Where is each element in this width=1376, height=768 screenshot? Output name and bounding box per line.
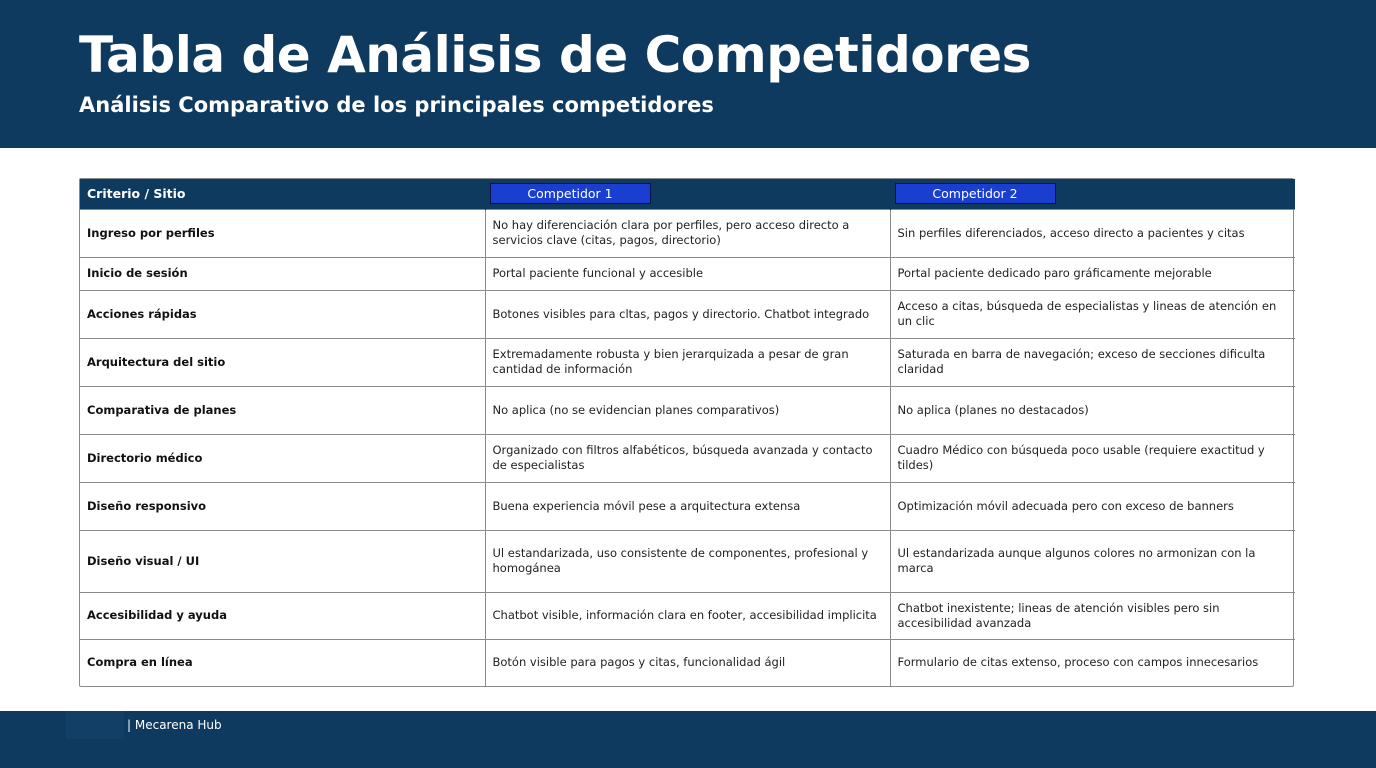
competitor-1-cell: Extremadamente robusta y bien jerarquizada a pesar de gran cantidad de información [485,338,890,386]
competitor-1-cell: Botón visible para pagos y citas, funcionalidad ágil [485,639,890,686]
competitor-2-cell: Ul estandarizada aunque algunos colores no armonizan con la marca [890,530,1295,592]
competitor-1-cell: Ul estandarizada, uso consistente de componentes, profesional y homogánea [485,530,890,592]
competitor-1-cell: Organizado con filtros alfabéticos, búsqueda avanzada y contacto de especialistas [485,434,890,482]
header-banner [0,0,1376,148]
competitor-2-label: Competidor 2 [895,183,1056,204]
criterion-cell: Diseño responsivo [80,482,485,530]
competitor-2-cell: Optimización móvil adecuada pero con exceso de banners [890,482,1295,530]
footer-logo-placeholder [66,711,124,739]
criterion-cell: Diseño visual / UI [80,530,485,592]
competitor-2-cell: Portal paciente dedicado paro gráficamente mejorable [890,257,1295,290]
criterion-cell: Compra en línea [80,639,485,686]
criterion-cell: Directorio médico [80,434,485,482]
criterion-cell: Arquitectura del sitio [80,338,485,386]
footer-brand-text: | Mecarena Hub [127,718,222,732]
competitor-2-cell: Formulario de citas extenso, proceso con campos innecesarios [890,639,1295,686]
table-header-row [80,179,1295,209]
competitor-2-cell: Chatbot inexistente; lineas de atención visibles pero sin accesibilidad avanzada [890,592,1295,639]
criterion-cell: Accesibilidad y ayuda [80,592,485,639]
competitor-2-cell: Sin perfiles diferenciados, acceso directo a pacientes y citas [890,209,1295,257]
table-row [80,257,1295,290]
competitor-table [79,178,1294,687]
competitor-1-cell: Portal paciente funcional y accesible [485,257,890,290]
criterion-cell: Ingreso por perfiles [80,209,485,257]
page-subtitle: Análisis Comparativo de los principales competidores [79,93,714,117]
table-row [80,434,1295,482]
competitor-2-cell: Cuadro Médico con búsqueda poco usable (requiere exactitud y tildes) [890,434,1295,482]
column-header-competitor-2 [890,179,1295,209]
competitor-2-cell: Saturada en barra de navegación; exceso de secciones dificulta claridad [890,338,1295,386]
table-row [80,482,1295,530]
table-row [80,209,1295,257]
table-row [80,386,1295,434]
competitor-1-cell: Buena experiencia móvil pese a arquitectura extensa [485,482,890,530]
footer-bar [0,711,1376,768]
competitor-2-cell: No aplica (planes no destacados) [890,386,1295,434]
column-header-competitor-1 [485,179,890,209]
criterion-cell: Inicio de sesión [80,257,485,290]
criterion-cell: Comparativa de planes [80,386,485,434]
competitor-1-cell: Botones visibles para cltas, pagos y directorio. Chatbot integrado [485,290,890,338]
table-row [80,290,1295,338]
competitor-1-cell: No aplica (no se evidencian planes comparativos) [485,386,890,434]
table-row [80,530,1295,592]
competitor-1-cell: No hay diferenciación clara por perfiles, pero acceso directo a servicios clave (citas, pagos, directorio) [485,209,890,257]
table-row [80,639,1295,686]
competitor-1-cell: Chatbot visible, información clara en footer, accesibilidad implicita [485,592,890,639]
page-title: Tabla de Análisis de Competidores [79,26,1031,84]
competitor-2-cell: Acceso a citas, búsqueda de especialistas y lineas de atención en un clic [890,290,1295,338]
column-header-criterion: Criterio / Sitio [80,179,485,209]
competitor-1-label: Competidor 1 [490,183,651,204]
table-row [80,592,1295,639]
criterion-cell: Acciones rápidas [80,290,485,338]
table-row [80,338,1295,386]
